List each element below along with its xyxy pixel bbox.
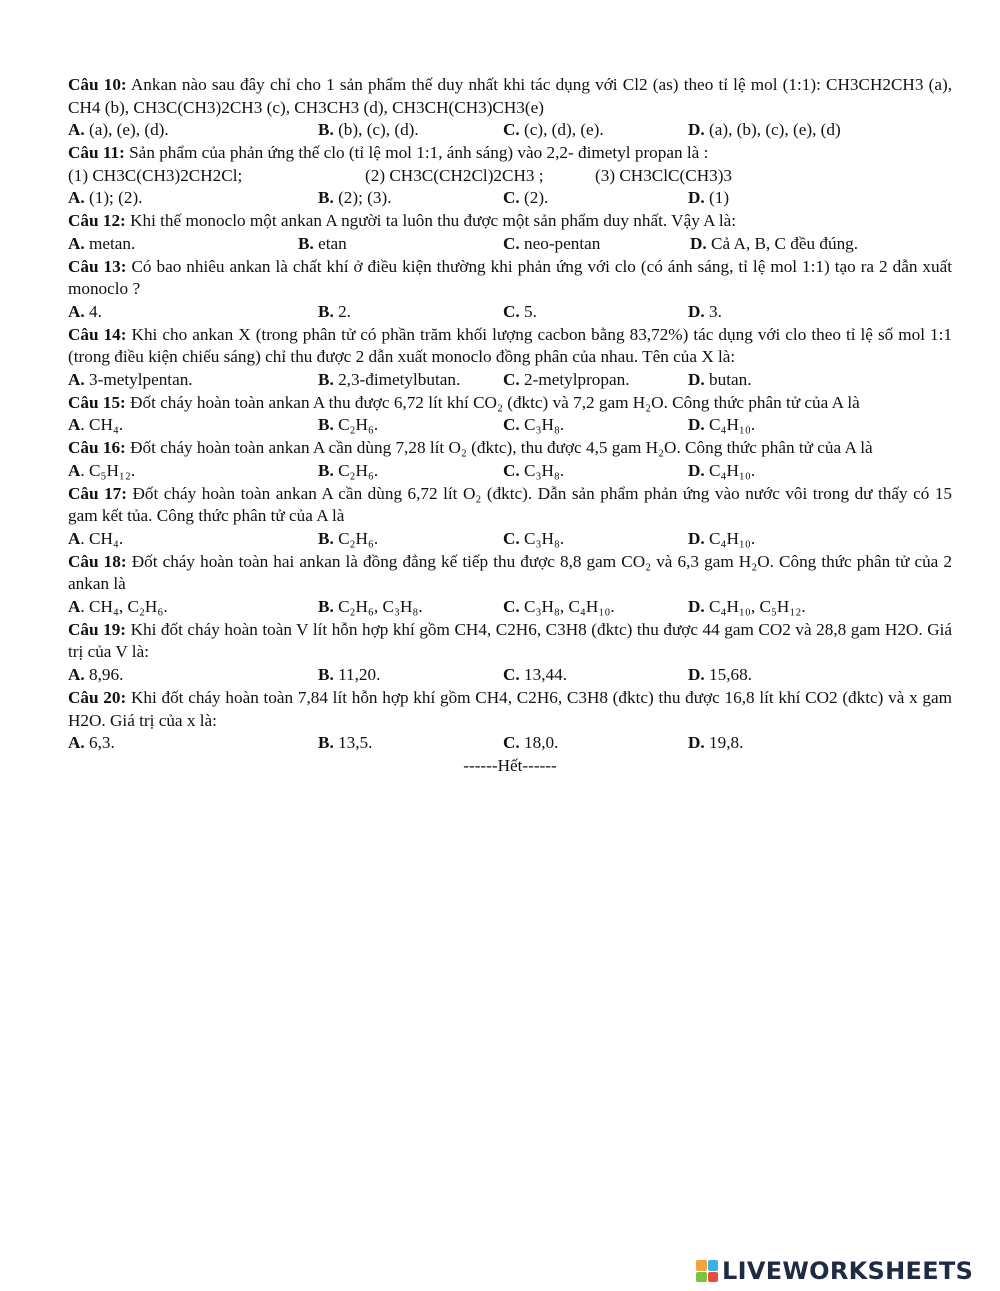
option-text: C₄H₁₀, C₅H₁₂.	[709, 597, 806, 617]
answer-option[interactable]	[503, 460, 564, 483]
option-letter: C.	[503, 665, 520, 685]
option-letter: A	[68, 528, 81, 548]
question-number: Câu 17:	[68, 483, 127, 503]
option-letter: D.	[688, 188, 705, 208]
option-text: 19,8.	[709, 733, 744, 753]
option-letter: D.	[688, 665, 705, 685]
options-row	[68, 596, 952, 619]
question-text	[68, 256, 952, 301]
option-letter: D.	[688, 733, 705, 753]
option-letter: B.	[318, 597, 334, 617]
question-stem: Khi đốt cháy hoàn toàn V lít hỗn hợp khí gồm CH4, C2H6, C3H8 (đktc) thu được 44 gam CO2 và 28,8 gam H2O. Giá trị của V là:	[68, 619, 953, 662]
question-stem: Đốt cháy hoàn toàn ankan A cần dùng 7,28 lít O₂ (đktc), thu được 4,5 gam H₂O. Công thức phân tử của A là	[130, 438, 873, 458]
liveworksheets-logo	[696, 1256, 973, 1286]
question-text	[68, 619, 952, 664]
question-text	[68, 437, 952, 460]
option-text: C₂H₆.	[338, 528, 379, 548]
option-text: C₄H₁₀.	[709, 460, 756, 480]
answer-option[interactable]	[690, 233, 858, 256]
option-text: (b), (c), (d).	[338, 120, 419, 140]
question-text	[68, 687, 952, 732]
option-letter: C.	[503, 370, 520, 390]
option-letter: D.	[688, 415, 705, 435]
option-text: C₄H₁₀.	[709, 415, 756, 435]
option-letter: B.	[298, 233, 314, 253]
option-text: C₃H₈.	[524, 460, 565, 480]
answer-option[interactable]	[688, 528, 755, 551]
question-block	[68, 483, 952, 551]
answer-option[interactable]	[688, 187, 729, 210]
answer-option[interactable]	[68, 528, 123, 551]
option-text: (1)	[709, 188, 730, 208]
answer-option[interactable]	[318, 596, 423, 619]
question-number: Câu 12:	[68, 211, 126, 231]
question-number: Câu 18:	[68, 551, 127, 571]
option-text: 13,5.	[338, 733, 373, 753]
question-block	[68, 437, 952, 482]
options-row	[68, 301, 952, 324]
answer-option[interactable]	[688, 664, 752, 687]
option-text: 2.	[338, 301, 351, 321]
answer-option[interactable]	[688, 460, 755, 483]
option-text: C₂H₆, C₃H₈.	[338, 597, 423, 617]
option-letter: D.	[688, 528, 705, 548]
option-letter: A	[68, 597, 81, 617]
option-text: (1); (2).	[89, 188, 143, 208]
option-text: 6,3.	[89, 733, 115, 753]
option-text: etan	[318, 233, 347, 253]
option-letter: A	[68, 460, 81, 480]
option-letter: A.	[68, 233, 85, 253]
option-letter: C.	[503, 733, 520, 753]
question-text	[68, 392, 952, 415]
option-letter: D.	[688, 597, 705, 617]
option-text: (2).	[524, 188, 549, 208]
answer-option[interactable]	[298, 233, 347, 256]
option-text: . CH₄.	[80, 415, 124, 435]
answer-option[interactable]	[68, 596, 168, 619]
options-row	[68, 369, 952, 392]
option-letter: B.	[318, 460, 334, 480]
question-text	[68, 210, 952, 233]
option-text: . CH₄, C₂H₆.	[80, 597, 168, 617]
option-letter: A.	[68, 120, 85, 140]
question-block	[68, 256, 952, 324]
option-text: C₄H₁₀.	[709, 528, 756, 548]
question-stem: Khi thế monoclo một ankan A người ta luôn thu được một sản phẩm duy nhất. Vậy A là:	[130, 211, 737, 231]
option-letter: C.	[503, 528, 520, 548]
logo-tile	[708, 1272, 719, 1283]
option-text: C₃H₈.	[524, 415, 565, 435]
answer-option[interactable]	[68, 369, 193, 392]
answer-option[interactable]	[688, 119, 841, 142]
answer-option[interactable]	[688, 301, 722, 324]
option-letter: D.	[690, 233, 707, 253]
answer-option[interactable]	[503, 596, 615, 619]
options-row	[68, 664, 952, 687]
question-text	[68, 324, 952, 369]
answer-option[interactable]	[68, 732, 115, 755]
answer-option[interactable]	[68, 414, 123, 437]
option-text: 2,3-đimetylbutan.	[338, 370, 461, 390]
question-number: Câu 14:	[68, 324, 127, 344]
answer-option[interactable]	[688, 414, 755, 437]
option-text: 3-metylpentan.	[89, 370, 193, 390]
option-letter: C.	[503, 460, 520, 480]
question-block	[68, 74, 952, 142]
answer-option[interactable]	[503, 414, 564, 437]
answer-option[interactable]	[503, 187, 548, 210]
options-row	[68, 233, 952, 256]
option-letter: B.	[318, 120, 334, 140]
option-letter: D.	[688, 301, 705, 321]
question-text	[68, 483, 952, 528]
option-letter: A.	[68, 733, 85, 753]
option-text: 5.	[524, 301, 537, 321]
question-stem: Đốt cháy hoàn toàn ankan A thu được 6,72 lít khí CO₂ (đktc) và 7,2 gam H₂O. Công thức phân tử của A là	[130, 392, 860, 412]
option-text: 11,20.	[338, 665, 381, 685]
question-stem: Sản phẩm của phản ứng thế clo (tỉ lệ mol 1:1, ánh sáng) vào 2,2- đimetyl propan là :	[129, 143, 709, 163]
option-letter: B.	[318, 528, 334, 548]
answer-option[interactable]	[318, 732, 372, 755]
answer-option[interactable]	[503, 528, 564, 551]
liveworksheets-wordmark: LIVEWORKSHEETS	[722, 1256, 974, 1285]
answer-option[interactable]	[318, 187, 392, 210]
option-letter: B.	[318, 733, 334, 753]
question-number: Câu 15:	[68, 392, 126, 412]
option-letter: C.	[503, 233, 520, 253]
question-block	[68, 210, 952, 255]
option-text: (2); (3).	[338, 188, 392, 208]
option-letter: C.	[503, 597, 520, 617]
option-letter: B.	[318, 370, 334, 390]
question-stem: Ankan nào sau đây chỉ cho 1 sản phẩm thế duy nhất khi tác dụng với Cl2 (as) theo tỉ lệ mol (1:1): CH3CH2CH3 (a), CH4 (b), CH3C(CH3)2CH3 (c), CH3CH3 (d), CH3CH(CH3)CH3(e)	[68, 75, 952, 117]
option-text: . CH₄.	[80, 528, 124, 548]
answer-option[interactable]	[688, 596, 806, 619]
question-block	[68, 687, 952, 755]
option-text: metan.	[89, 233, 136, 253]
answer-option[interactable]	[68, 233, 135, 256]
option-letter: A.	[68, 188, 85, 208]
question-stem: Khi cho ankan X (trong phân tử có phần trăm khối lượng cacbon bằng 83,72%) tác dụng với clo theo tỉ lệ số mol 1:1 (trong điều kiện chiếu sáng) chỉ thu được 2 dẫn xuất monoclo đồng phân của nhau. Tên của X là:	[68, 324, 952, 367]
option-text: 18,0.	[524, 733, 559, 753]
question-number: Câu 16:	[68, 438, 126, 458]
answer-option[interactable]	[68, 187, 142, 210]
option-letter: A.	[68, 665, 85, 685]
sub-item: (2) CH3C(CH2Cl)2CH3 ;	[365, 165, 544, 185]
question-number: Câu 11:	[68, 143, 125, 163]
answer-option[interactable]	[503, 301, 537, 324]
option-text: (a), (b), (c), (e), (d)	[709, 120, 841, 140]
answer-option[interactable]	[318, 664, 380, 687]
question-block	[68, 324, 952, 392]
option-text: C₂H₆.	[338, 460, 379, 480]
question-number: Câu 13:	[68, 256, 127, 276]
sub-item: (1) CH3C(CH3)2CH2Cl;	[68, 165, 243, 185]
option-letter: A	[68, 415, 81, 435]
answer-option[interactable]	[318, 119, 419, 142]
option-text: (c), (d), (e).	[524, 120, 604, 140]
answer-option[interactable]	[68, 301, 102, 324]
sub-items-row	[68, 165, 952, 188]
answer-option[interactable]	[68, 119, 169, 142]
option-letter: B.	[318, 301, 334, 321]
option-letter: D.	[688, 120, 705, 140]
option-letter: C.	[503, 188, 520, 208]
option-letter: C.	[503, 120, 520, 140]
liveworksheets-mark-icon	[696, 1260, 718, 1282]
answer-option[interactable]	[688, 732, 743, 755]
option-letter: B.	[318, 665, 334, 685]
option-letter: C.	[503, 301, 520, 321]
options-row	[68, 732, 952, 755]
logo-tile	[696, 1272, 707, 1283]
question-stem: Có bao nhiêu ankan là chất khí ở điều kiện thường khi phản ứng với clo (có ánh sáng, tỉ lệ mol 1:1) tạo ra 2 dẫn xuất monoclo ?	[68, 256, 953, 299]
answer-option[interactable]	[503, 119, 604, 142]
option-text: C₃H₈.	[524, 528, 565, 548]
question-stem: Khi đốt cháy hoàn toàn 7,84 lít hỗn hợp khí gồm CH4, C2H6, C3H8 (đktc) thu được 16,8 lít khí CO2 (đktc) và x gam H2O. Giá trị của x là:	[68, 687, 952, 730]
question-block	[68, 392, 952, 437]
option-letter: A.	[68, 301, 85, 321]
options-row	[68, 119, 952, 142]
option-text: 15,68.	[709, 665, 752, 685]
question-stem: Đốt cháy hoàn toàn hai ankan là đồng đẳng kế tiếp thu được 8,8 gam CO₂ và 6,3 gam H₂O. Công thức phân tử của 2 ankan là	[68, 551, 952, 594]
options-row	[68, 460, 952, 483]
sub-item: (3) CH3ClC(CH3)3	[595, 165, 733, 185]
logo-tile	[696, 1260, 707, 1271]
answer-option[interactable]	[318, 414, 378, 437]
option-text: . C₅H₁₂.	[80, 460, 136, 480]
option-letter: A.	[68, 370, 85, 390]
option-text: (a), (e), (d).	[89, 120, 169, 140]
option-text: 3.	[709, 301, 722, 321]
worksheet	[68, 74, 952, 778]
question-number: Câu 20:	[68, 687, 127, 707]
option-text: neo-pentan	[524, 233, 601, 253]
question-number: Câu 10:	[68, 75, 127, 94]
question-stem: Đốt cháy hoàn toàn ankan A cần dùng 6,72 lít O₂ (đktc). Dẫn sản phẩm phản ứng vào nước vôi trong dư thấy có 15 gam kết tủa. Công thức phân tử của A là	[68, 483, 953, 526]
question-block	[68, 142, 952, 210]
option-letter: B.	[318, 188, 334, 208]
options-row	[68, 187, 952, 210]
answer-option[interactable]	[688, 369, 752, 392]
options-row	[68, 528, 952, 551]
question-block	[68, 619, 952, 687]
option-letter: D.	[688, 460, 705, 480]
answer-option[interactable]	[68, 460, 135, 483]
answer-option[interactable]	[318, 301, 351, 324]
end-marker: ------Hết------	[463, 755, 557, 775]
question-text	[68, 551, 952, 596]
answer-option[interactable]	[318, 369, 460, 392]
option-text: 13,44.	[524, 665, 567, 685]
option-text: butan.	[709, 370, 752, 390]
question-block	[68, 551, 952, 619]
logo-tile	[708, 1260, 719, 1271]
option-letter: B.	[318, 415, 334, 435]
option-text: 2-metylpropan.	[524, 370, 630, 390]
answer-option[interactable]	[503, 732, 558, 755]
options-row	[68, 414, 952, 437]
answer-option[interactable]	[503, 233, 600, 256]
answer-option[interactable]	[318, 460, 378, 483]
option-text: 8,96.	[89, 665, 124, 685]
option-text: Cả A, B, C đều đúng.	[711, 233, 859, 253]
option-text: C₃H₈, C₄H₁₀.	[524, 597, 615, 617]
question-text	[68, 142, 952, 165]
answer-option[interactable]	[503, 369, 630, 392]
answer-option[interactable]	[318, 528, 378, 551]
answer-option[interactable]	[68, 664, 123, 687]
option-text: C₂H₆.	[338, 415, 379, 435]
option-letter: D.	[688, 370, 705, 390]
question-text	[68, 74, 952, 119]
question-number: Câu 19:	[68, 619, 127, 639]
option-text: 4.	[89, 301, 102, 321]
answer-option[interactable]	[503, 664, 567, 687]
option-letter: C.	[503, 415, 520, 435]
